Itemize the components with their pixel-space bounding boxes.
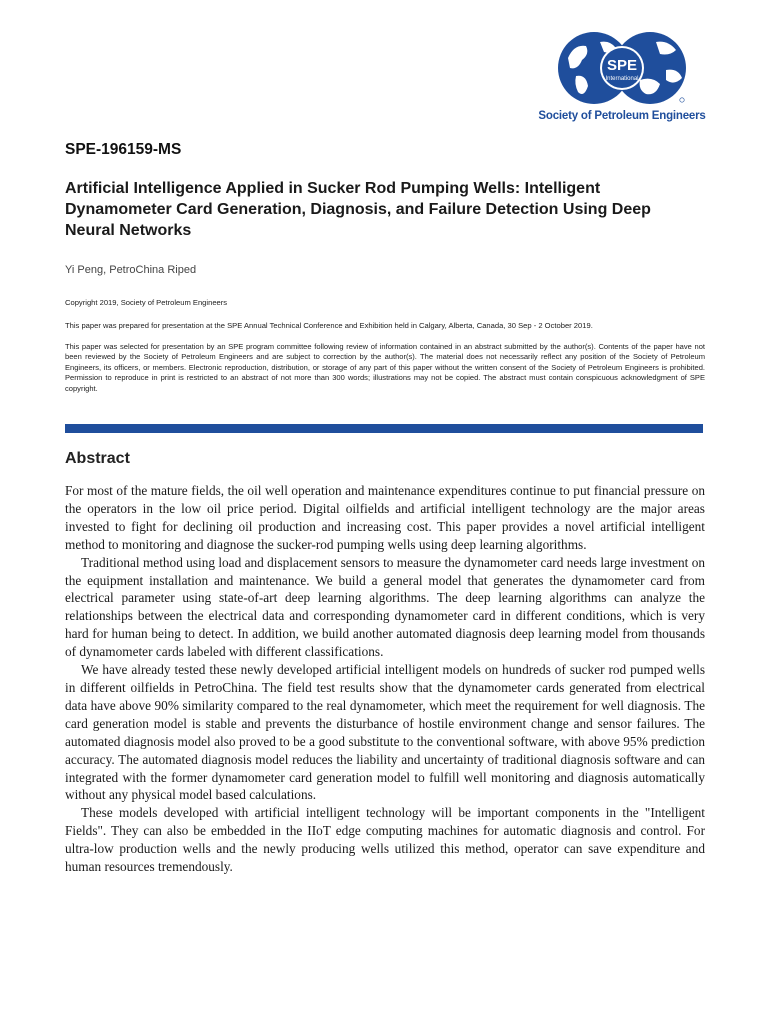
- abstract-paragraph: Traditional method using load and displacement sensors to measure the dynamometer card needs large investment on the equipment installation and maintenance. We build a general model that generates the dynamometer card from electrical parameter using state-of-art deep learning algorithms. The deep learning algorithms can analyze the relationships between the electrical data and corresponding dynamometer card in different conditions, which is very hard for human being to detect. In addition, we build another automated diagnosis deep learning model from thousands of dynamometer cards labeled with different classifications.: [65, 554, 705, 660]
- abstract-body: [65, 482, 705, 876]
- abstract-heading: Abstract: [65, 450, 130, 467]
- author-line: Yi Peng, PetroChina Riped: [65, 264, 197, 276]
- abstract-paragraph: We have already tested these newly developed artificial intelligent models on hundreds of sucker rod pumped wells in different oilfields in PetroChina. The field test results show that the dynamometer cards generated from electrical data have above 90% similarity compared to the real dynamometer, which meet the requirement for well diagnosis. The card generation model is stable and prevents the disturbance of hostile environment change and sensor failures. The automated diagnosis model also proved to be a good substitute to the conventional software, with above 95% prediction accuracy. The automated diagnosis model reduces the liability and uncertainty of traditional diagnosis software and can integrated with the former dynamometer card generation model to fulfill well monitoring and diagnosis automatically without any physical model based calculations.: [65, 662, 705, 803]
- paper-title: Artificial Intelligence Applied in Sucker Rod Pumping Wells: Intelligent Dynamometer Card Generation, Diagnosis, and Failure Detection Using Deep Neural Networks: [65, 180, 651, 239]
- spe-logo: [538, 30, 706, 126]
- badge-subtext: International: [605, 76, 639, 82]
- copyright-line: Copyright 2019, Society of Petroleum Engineers: [65, 298, 228, 307]
- badge-text: SPE: [606, 57, 638, 74]
- logo-caption: Society of Petroleum Engineers: [538, 110, 706, 122]
- section-divider: [65, 424, 703, 433]
- paper-id: SPE-196159-MS: [65, 141, 182, 158]
- abstract-paragraph: For most of the mature fields, the oil well operation and maintenance expenditures continue to put financial pressure on the operators in the low oil price period. Digital oilfields and artificial intelligent technology are the major areas invested to fight for declining oil production and increasing cost. This paper provides a novel artificial intelligent method to monitoring and diagnose the sucker-rod pumping wells using deep learning algorithms.: [65, 483, 705, 552]
- globe-icon: [556, 30, 688, 108]
- presentation-notice: This paper was prepared for presentation at the SPE Annual Technical Conference and Exhibition held in Calgary, Alberta, Canada, 30 Sep - 2 October 2019.: [65, 321, 593, 330]
- abstract-paragraph: These models developed with artificial intelligent technology will be important components in the "Intelligent Fields". They can also be embedded in the IIoT edge computing machines for automatic diagnosis and control. For ultra-low production wells and the newly producing wells utilized this method, operator can save expenditure and human resources tremendously.: [65, 805, 705, 875]
- selection-notice: This paper was selected for presentation by an SPE program committee following review of information contained in an abstract submitted by the author(s). Contents of the paper have not been reviewed by the Society of Petroleum Engineers and are subject to correction by the author(s). The material does not necessarily reflect any position of the Society of Petroleum Engineers, its officers, or members. Electronic reproduction, distribution, or storage of any part of this paper without the written consent of the Society of Petroleum Engineers is prohibited. Permission to reproduce in print is restricted to an abstract of not more than 300 words; illustrations may not be copied. The abstract must contain conspicuous acknowledgment of SPE copyright.: [65, 342, 705, 393]
